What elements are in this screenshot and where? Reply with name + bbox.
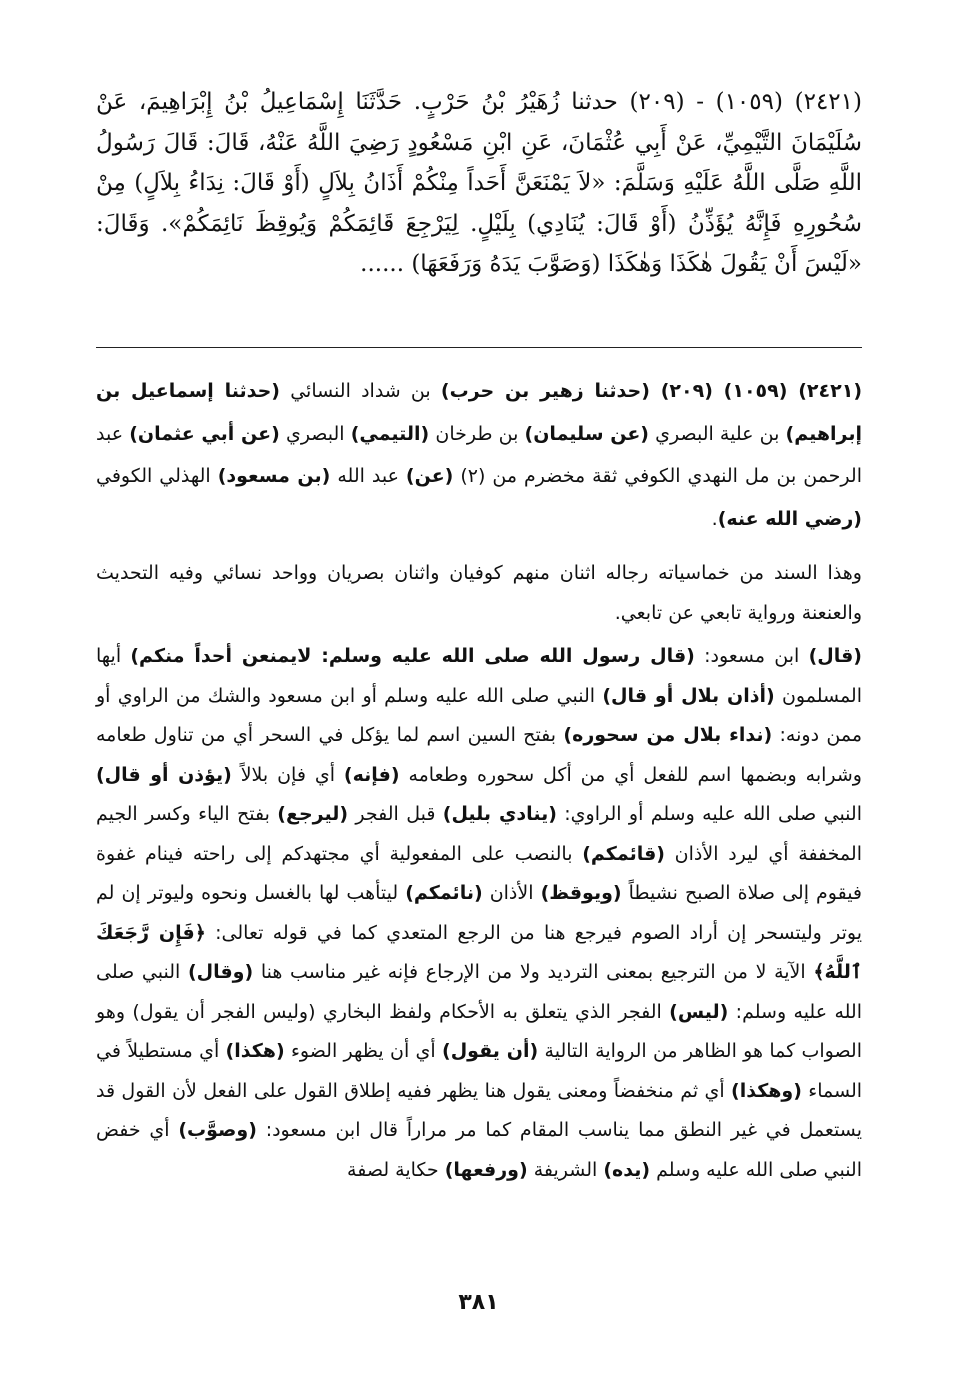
commentary-keyword: (عن أبي عثمان) [129,422,280,445]
commentary-text: عبد الله [330,465,406,487]
page-number: ٣٨١ [458,1290,499,1315]
commentary-keyword: (وهكذا) [731,1079,802,1102]
commentary-text: النبي صلى الله عليه وسلم أو الراوي: [556,803,862,825]
commentary-keyword: (عن سليمان) [524,422,649,445]
commentary-keyword: (التيمي) [350,422,430,445]
commentary-keyword: (نداء بلال من سحوره) [563,724,773,746]
commentary-keyword: (ورفعها) [444,1158,528,1181]
commentary-keyword: (وقال) [187,961,254,983]
commentary-text: النبي صلى الله عليه وسلم أو ابن مسعود والشك من الراوي أو ممن دونه: [96,684,863,746]
commentary-keyword: (نائمكم) [405,882,483,904]
commentary-keyword: (ويوقظ) [540,882,622,904]
commentary-text: الشريفة [527,1158,604,1181]
commentary-keyword: (بن مسعود) [217,465,331,487]
book-page [96,82,863,1181]
commentary-keyword: (رضي الله عنه) [717,507,862,530]
commentary-text: . [711,507,718,530]
commentary-text: الأذان [482,882,541,904]
commentary-text: البصري [279,422,351,445]
commentary-keyword: (عن) [405,465,454,487]
commentary-text: بفتح السين اسم لما يؤكل في السحر أي من تناول طعامه وشرابه وبضمها اسم للفعل أي من أكل سحوره وطعامه [96,724,862,786]
footnote-divider [96,347,862,348]
commentary-text: أيها المسلمون [96,645,862,707]
hadith-text: (٢٤٢١) (١٠٥٩) - (٢٠٩) حدثنا زُهَيْرُ بْنُ حَرْبٍ. حَدَّثَنَا إِسْمَاعِيلُ بْنُ إِبْرَاهِيمَ، عَنْ سُلَيْمَانَ التَّيْمِيِّ، عَنْ أَبِي عُثْمَانَ، عَنِ ابْنِ مَسْعُودٍ رَضِيَ اللَّهُ عَنْهُ، قَالَ: قَالَ رَسُولُ اللَّهِ صَلَّى اللَّهُ عَلَيْهِ وَسَلَّمَ: «لاَ يَمْنَعَنَّ أَحَداً مِنْكُمْ أَذَانُ بِلاَلٍ (أَوْ قَالَ: نِدَاءُ بِلاَلٍ) مِنْ سُحُورِهِ فَإِنَّهُ يُؤَذِّنُ (أَوْ قَالَ: يُنَادِي) بِلَيْلٍ. لِيَرْجِعَ قَائِمَكُمْ وَيُوقِظَ نَائِمَكُمْ». وَقَالَ: «لَيْسَ أَنْ يَقُولَ هٰكَذَا وَهٰكَذَا (وَصَوَّبَ يَدَهُ وَرَفَعَهَا) ...... [96,89,862,277]
commentary-keyword: (ليس) [669,1000,729,1023]
commentary-text: أي مستطيلاً في السماء [96,1040,863,1102]
commentary-keyword: (وصوَّب) [178,1119,257,1141]
commentary-keyword: (ليرجع) [277,803,349,825]
commentary-text: أي ثم منخفضاً ومعنى يقول هنا يظهر ففيه إطلاق القول على الفعل لأن القول قد يستعمل في غير النطق مما يناسب المقام كما مر مراراً قال ابن مسعود: [96,1079,862,1141]
commentary-text: بن علية البصري [648,422,786,445]
commentary-text: حكاية لصفة [347,1158,445,1181]
commentary-keyword: (أن يقول) [442,1040,539,1062]
commentary-text: الهذلي الكوفي [96,465,218,487]
commentary-isnad-paragraph [96,370,862,540]
commentary-text: بن شداد النسائي [279,380,441,402]
commentary-text: الآية لا من الترجيع بمعنى الترديد ولا من الإرجاع فإنه غير مناسب هنا [253,961,814,983]
commentary-text: ابن مسعود: [694,645,809,667]
commentary-keyword: (ينادي بليل) [442,803,557,825]
commentary-text: أي فإن بلالاً [231,763,344,786]
commentary-text: ليتأهب لها بالغسل ونحوه وليوتر إن لم يوتر وليتسحر إن أراد الصوم فيرجع هنا من الرجع المتعدي كما في قوله تعالى: [96,882,862,944]
commentary-text: الفجر الذي يتعلق به الأحكام ولفظ البخاري (وليس الفجر أن يقول) وهو الصواب كما هو الظاهر من الرواية التالية [96,1000,862,1062]
commentary-text: بن طرخان [429,422,525,445]
quran-quote: ﴿فَإِن رَّجَعَكَ ٱللَّهُ﴾ [96,921,863,983]
commentary-text: أي خفض النبي صلى الله عليه وسلم [96,1119,862,1181]
commentary-text: أي أن يظهر الضوء [284,1040,443,1062]
commentary-keyword: (يده) [603,1158,651,1181]
hadith-number-and-narrator: (٢٤٢١) (١٠٥٩) (٢٠٩) (حدثنا زهير بن حرب) [440,380,862,402]
commentary-text: بفتح الياء وكسر الجيم المخففة أي ليرد الأذان [96,803,862,865]
commentary-keyword: (أذان بلال أو قال) [602,684,775,707]
commentary-keyword: (قال) [808,645,862,667]
commentary-text: النبي صلى الله عليه وسلم: [96,961,862,1023]
commentary-keyword: (هكذا) [225,1040,285,1062]
commentary-text: بالنصب على المفعولية أي مجتهدكم إلى راحته فينام غفوة فيقوم إلى صلاة الصبح نشيطاً [96,842,863,904]
commentary-keyword: (قال رسول الله صلى الله عليه وسلم: لايمنعن أحداً منكم) [130,645,695,667]
commentary-keyword: (قائمكم) [582,842,665,865]
commentary-text: عبد الرحمن بن مل النهدي الكوفي ثقة مخضرم من (٢) [96,422,862,487]
commentary-keyword: (يؤذن أو قال) [96,763,232,786]
commentary-keyword: (فإنه) [343,763,400,786]
commentary-explanation-paragraph [96,637,862,1190]
commentary-keyword: (حدثنا إسماعيل بن إبراهيم) [96,380,863,445]
commentary-chain-note: وهذا السند من خماسياته رجاله اثنان منهم كوفيان واثنان بصريان وواحد نسائي وفيه التحديث والعنعنة ورواية تابعي عن تابعي. [96,562,862,624]
commentary-text: قبل الفجر [348,803,443,825]
